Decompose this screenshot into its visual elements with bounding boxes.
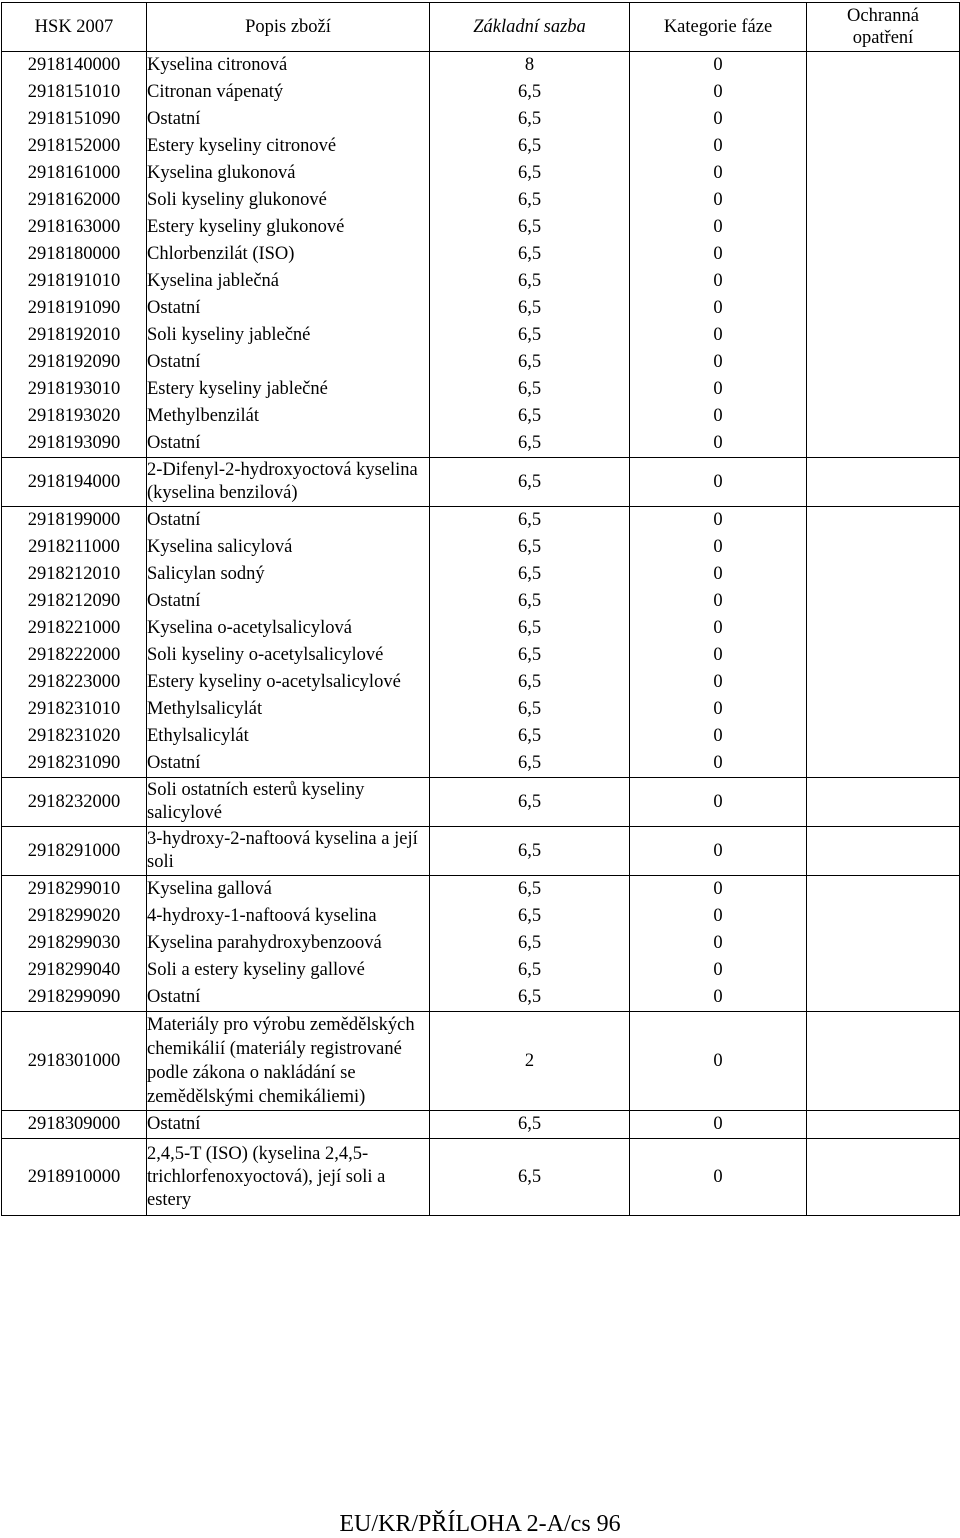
cell-category: 0 [630,930,807,957]
cell-category: 0 [630,1111,807,1139]
header-category: Kategorie fáze [630,3,807,52]
cell-code: 2918193020 [2,403,147,430]
cell-code: 2918199000 [2,507,147,535]
cell-code: 2918193010 [2,376,147,403]
cell-base-rate: 6,5 [430,430,630,458]
cell-base-rate: 6,5 [430,79,630,106]
cell-code: 2918191010 [2,268,147,295]
cell-description: Soli kyseliny glukonové [147,187,430,214]
cell-base-rate: 6,5 [430,696,630,723]
cell-base-rate: 6,5 [430,930,630,957]
cell-base-rate: 6,5 [430,268,630,295]
table-row [2,376,960,403]
cell-base-rate: 6,5 [430,1111,630,1139]
cell-category: 0 [630,750,807,778]
cell-code: 2918162000 [2,187,147,214]
header-code: HSK 2007 [2,3,147,52]
cell-description: Kyselina citronová [147,52,430,80]
cell-description: Materiály pro výrobu zemědělských chemikálií (materiály registrované podle zákona o nakládání se zemědělskými chemikáliemi) [147,1012,430,1111]
cell-base-rate: 6,5 [430,376,630,403]
table-row [2,214,960,241]
table-header-row [2,3,960,52]
cell-category: 0 [630,507,807,535]
cell-description: Ostatní [147,349,430,376]
cell-protection [807,376,960,403]
cell-category: 0 [630,984,807,1012]
table-row [2,534,960,561]
header-base-rate: Základní sazba [430,3,630,52]
table-row [2,403,960,430]
cell-base-rate: 6,5 [430,133,630,160]
cell-protection [807,133,960,160]
cell-protection [807,827,960,876]
cell-protection [807,642,960,669]
cell-category: 0 [630,133,807,160]
cell-description: Citronan vápenatý [147,79,430,106]
cell-category: 0 [630,349,807,376]
cell-protection [807,696,960,723]
cell-category: 0 [630,160,807,187]
cell-code: 2918151090 [2,106,147,133]
table-row [2,106,960,133]
cell-category: 0 [630,1012,807,1111]
cell-category: 0 [630,187,807,214]
table-row [2,876,960,904]
cell-base-rate: 6,5 [430,349,630,376]
header-protection: Ochranná opatření [807,3,960,52]
cell-base-rate: 6,5 [430,214,630,241]
cell-base-rate: 6,5 [430,458,630,507]
cell-description: Ostatní [147,106,430,133]
cell-base-rate: 6,5 [430,876,630,904]
cell-category: 0 [630,669,807,696]
cell-category: 0 [630,295,807,322]
cell-protection [807,349,960,376]
cell-protection [807,778,960,827]
table-row [2,669,960,696]
cell-code: 2918291000 [2,827,147,876]
table-row [2,957,960,984]
cell-category: 0 [630,458,807,507]
page-footer: EU/KR/PŘÍLOHA 2-A/cs 96 [339,1511,621,1537]
cell-code: 2918299030 [2,930,147,957]
cell-code: 2918232000 [2,778,147,827]
cell-category: 0 [630,778,807,827]
cell-protection [807,160,960,187]
cell-category: 0 [630,534,807,561]
cell-description: Soli kyseliny jablečné [147,322,430,349]
table-row [2,1012,960,1111]
table-row [2,642,960,669]
cell-code: 2918140000 [2,52,147,80]
table-row [2,930,960,957]
table-row [2,295,960,322]
table-row [2,984,960,1012]
cell-description: Chlorbenzilát (ISO) [147,241,430,268]
cell-protection [807,187,960,214]
table-row [2,750,960,778]
cell-description: Kyselina gallová [147,876,430,904]
cell-code: 2918212090 [2,588,147,615]
cell-description: Soli kyseliny o-acetylsalicylové [147,642,430,669]
cell-protection [807,507,960,535]
cell-category: 0 [630,241,807,268]
cell-base-rate: 6,5 [430,507,630,535]
cell-code: 2918211000 [2,534,147,561]
table-row [2,723,960,750]
cell-code: 2918299010 [2,876,147,904]
table-row [2,349,960,376]
cell-protection [807,106,960,133]
cell-code: 2918191090 [2,295,147,322]
cell-description: Ostatní [147,295,430,322]
cell-description: Kyselina salicylová [147,534,430,561]
table-row [2,241,960,268]
cell-description: Ostatní [147,507,430,535]
table-row [2,588,960,615]
cell-description: 2,4,5-T (ISO) (kyselina 2,4,5-trichlorfenoxyoctová), její soli a estery [147,1139,430,1216]
cell-description: Ostatní [147,430,430,458]
cell-description: Ostatní [147,984,430,1012]
cell-base-rate: 6,5 [430,903,630,930]
cell-code: 2918192010 [2,322,147,349]
table-row [2,160,960,187]
cell-description: 2-Difenyl-2-hydroxyoctová kyselina (kyselina benzilová) [147,458,430,507]
cell-description: Kyselina parahydroxybenzoová [147,930,430,957]
cell-category: 0 [630,723,807,750]
cell-description: Soli ostatních esterů kyseliny salicylové [147,778,430,827]
cell-description: Salicylan sodný [147,561,430,588]
table-row [2,696,960,723]
cell-protection [807,295,960,322]
cell-description: Estery kyseliny citronové [147,133,430,160]
cell-protection [807,1012,960,1111]
cell-code: 2918299040 [2,957,147,984]
cell-code: 2918152000 [2,133,147,160]
cell-code: 2918223000 [2,669,147,696]
cell-code: 2918309000 [2,1111,147,1139]
cell-category: 0 [630,52,807,80]
cell-code: 2918301000 [2,1012,147,1111]
cell-code: 2918180000 [2,241,147,268]
cell-category: 0 [630,903,807,930]
cell-protection [807,430,960,458]
cell-base-rate: 6,5 [430,561,630,588]
cell-code: 2918221000 [2,615,147,642]
cell-description: Methylsalicylát [147,696,430,723]
cell-description: Kyselina jablečná [147,268,430,295]
cell-protection [807,1139,960,1216]
cell-code: 2918151010 [2,79,147,106]
cell-protection [807,723,960,750]
cell-protection [807,615,960,642]
cell-base-rate: 6,5 [430,827,630,876]
cell-description: Estery kyseliny glukonové [147,214,430,241]
cell-category: 0 [630,588,807,615]
cell-protection [807,561,960,588]
cell-base-rate: 6,5 [430,615,630,642]
cell-description: Soli a estery kyseliny gallové [147,957,430,984]
cell-base-rate: 6,5 [430,106,630,133]
table-row [2,458,960,507]
cell-base-rate: 6,5 [430,957,630,984]
cell-category: 0 [630,322,807,349]
cell-category: 0 [630,430,807,458]
cell-protection [807,52,960,80]
cell-code: 2918299090 [2,984,147,1012]
cell-description: Ethylsalicylát [147,723,430,750]
table-row [2,430,960,458]
cell-code: 2918194000 [2,458,147,507]
cell-base-rate: 6,5 [430,534,630,561]
cell-protection [807,458,960,507]
cell-base-rate: 8 [430,52,630,80]
table-row [2,52,960,80]
cell-protection [807,876,960,904]
table-row [2,268,960,295]
cell-base-rate: 6,5 [430,642,630,669]
cell-protection [807,903,960,930]
cell-base-rate: 6,5 [430,984,630,1012]
table-row [2,133,960,160]
cell-category: 0 [630,403,807,430]
tariff-table [1,2,960,1216]
cell-category: 0 [630,642,807,669]
table-row [2,827,960,876]
cell-code: 2918192090 [2,349,147,376]
cell-protection [807,268,960,295]
cell-category: 0 [630,957,807,984]
cell-base-rate: 6,5 [430,669,630,696]
cell-code: 2918299020 [2,903,147,930]
cell-code: 2918193090 [2,430,147,458]
table-row [2,1111,960,1139]
cell-description: Estery kyseliny o-acetylsalicylové [147,669,430,696]
cell-base-rate: 2 [430,1012,630,1111]
header-description: Popis zboží [147,3,430,52]
cell-category: 0 [630,214,807,241]
cell-base-rate: 6,5 [430,160,630,187]
cell-description: Ostatní [147,750,430,778]
cell-protection [807,403,960,430]
cell-category: 0 [630,106,807,133]
table-row [2,615,960,642]
table-row [2,1139,960,1216]
cell-description: Estery kyseliny jablečné [147,376,430,403]
cell-category: 0 [630,696,807,723]
cell-base-rate: 6,5 [430,295,630,322]
cell-code: 2918231010 [2,696,147,723]
cell-base-rate: 6,5 [430,588,630,615]
cell-description: Ostatní [147,588,430,615]
table-row [2,778,960,827]
cell-code: 2918231020 [2,723,147,750]
table-row [2,79,960,106]
cell-category: 0 [630,615,807,642]
cell-description: Ostatní [147,1111,430,1139]
cell-base-rate: 6,5 [430,187,630,214]
cell-base-rate: 6,5 [430,403,630,430]
cell-description: Methylbenzilát [147,403,430,430]
cell-base-rate: 6,5 [430,778,630,827]
cell-code: 2918161000 [2,160,147,187]
cell-base-rate: 6,5 [430,723,630,750]
cell-category: 0 [630,268,807,295]
cell-protection [807,957,960,984]
cell-code: 2918212010 [2,561,147,588]
cell-protection [807,984,960,1012]
cell-protection [807,669,960,696]
cell-description: Kyselina glukonová [147,160,430,187]
cell-category: 0 [630,1139,807,1216]
cell-protection [807,588,960,615]
cell-category: 0 [630,376,807,403]
cell-description: 3-hydroxy-2-naftoová kyselina a její soli [147,827,430,876]
cell-code: 2918163000 [2,214,147,241]
cell-code: 2918222000 [2,642,147,669]
cell-protection [807,79,960,106]
cell-category: 0 [630,876,807,904]
table-row [2,561,960,588]
cell-protection [807,241,960,268]
cell-protection [807,534,960,561]
cell-protection [807,930,960,957]
cell-base-rate: 6,5 [430,241,630,268]
table-row [2,322,960,349]
cell-code: 2918910000 [2,1139,147,1216]
cell-code: 2918231090 [2,750,147,778]
cell-category: 0 [630,561,807,588]
cell-category: 0 [630,827,807,876]
cell-description: 4-hydroxy-1-naftoová kyselina [147,903,430,930]
cell-category: 0 [630,79,807,106]
cell-protection [807,322,960,349]
table-row [2,187,960,214]
cell-base-rate: 6,5 [430,750,630,778]
cell-protection [807,750,960,778]
cell-description: Kyselina o-acetylsalicylová [147,615,430,642]
cell-protection [807,1111,960,1139]
table-row [2,507,960,535]
cell-protection [807,214,960,241]
cell-base-rate: 6,5 [430,1139,630,1216]
table-row [2,903,960,930]
cell-base-rate: 6,5 [430,322,630,349]
